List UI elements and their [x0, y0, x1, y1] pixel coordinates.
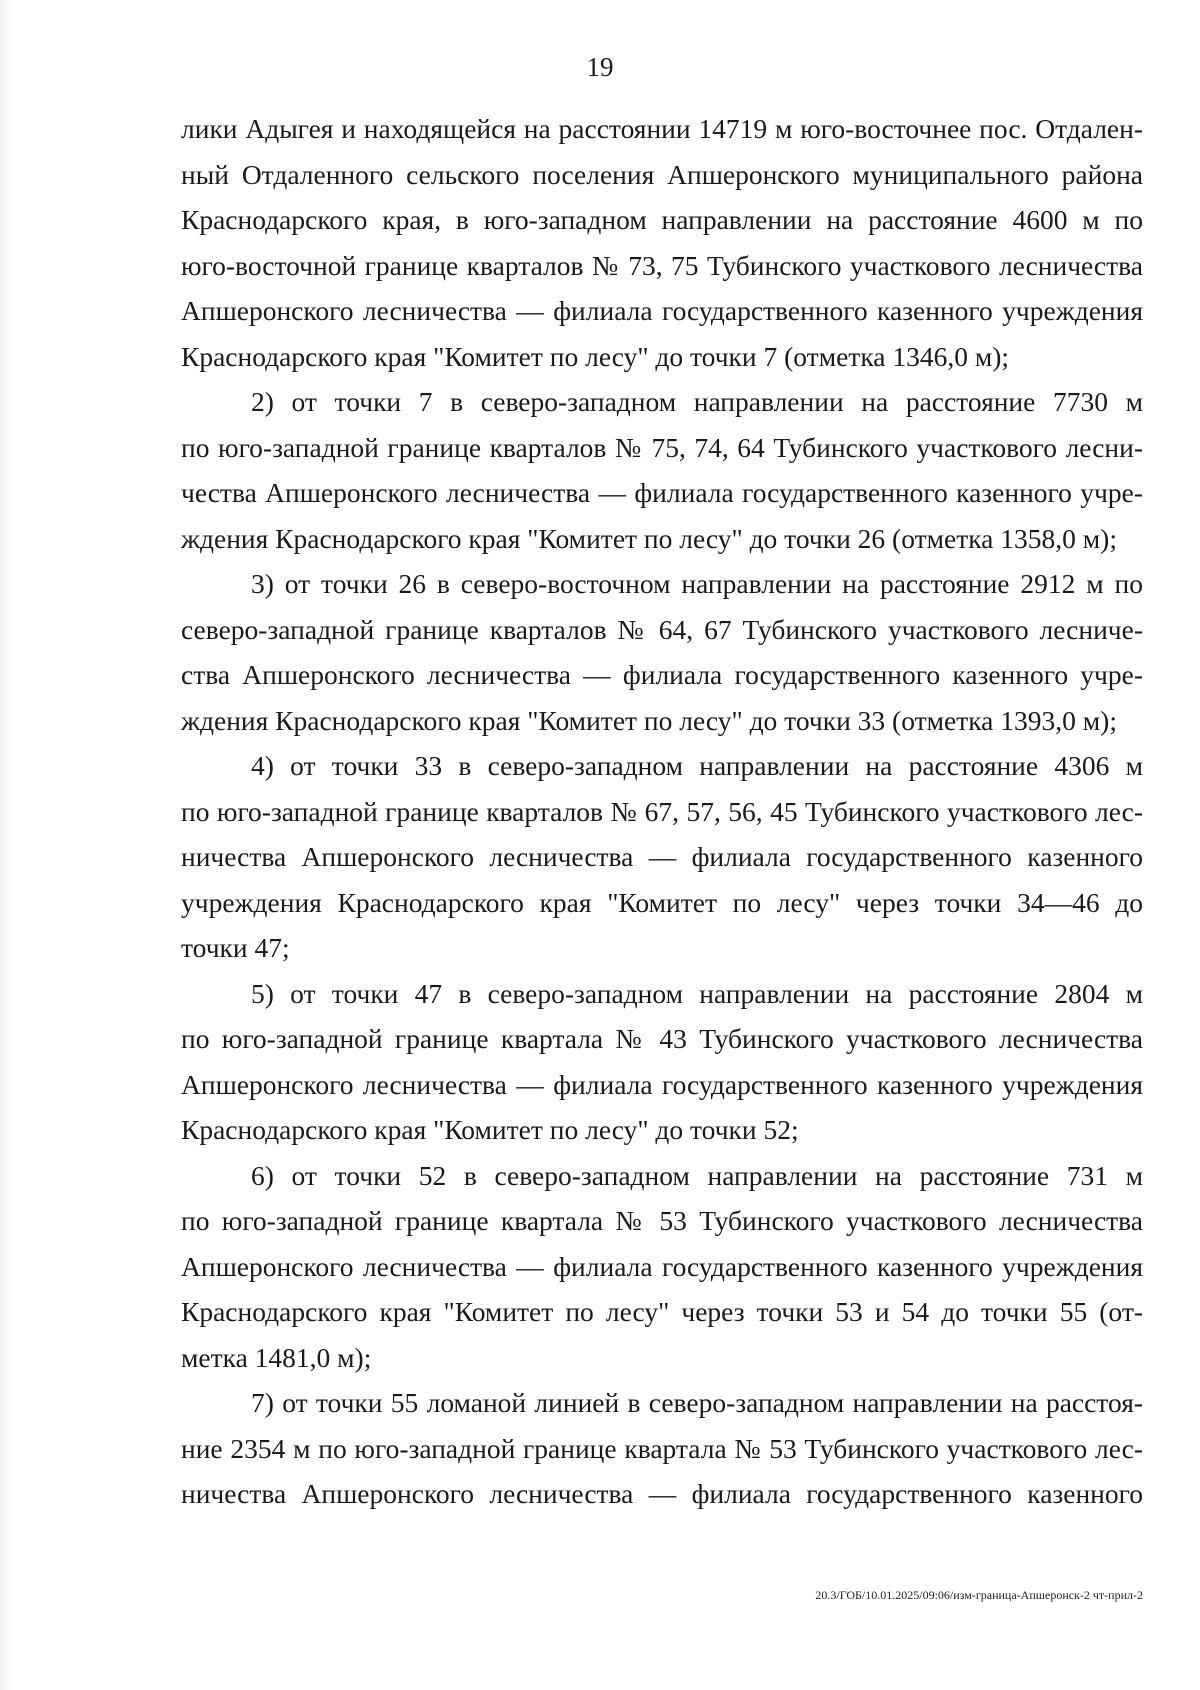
text-line: ничества Апшеронского лесничества — филиала государственного казенного: [181, 1478, 1143, 1509]
paragraph-item-4: [181, 743, 1143, 971]
text-line: Апшеронского лесничества — филиала государственного казенного учреждения: [181, 1250, 1143, 1282]
text-line: учреждения Краснодарского края "Комитет по лесу" через точки 34—46 до: [181, 886, 1143, 918]
page-number: 19: [586, 52, 614, 82]
text-line: Апшеронского лесничества — филиала государственного казенного учреждения: [181, 295, 1143, 326]
text-line: Апшеронского лесничества — филиала государственного казенного учреждения: [181, 1068, 1143, 1100]
text-line: ние 2354 м по юго-западной границе квартала № 53 Тубинского участкового лес-: [181, 1432, 1143, 1464]
paragraph-item-2: [181, 379, 1143, 561]
text-line: 3) от точки 26 в северо-восточном направлении на расстояние 2912 м по: [251, 568, 1143, 599]
text-line: по юго-западной границе квартала № 43 Тубинского участкового лесничества: [181, 1023, 1143, 1054]
scan-edge-shadow: [0, 0, 40, 1690]
text-line: Краснодарского края, в юго-западном направлении на расстояние 4600 м по: [181, 204, 1143, 235]
text-line: Краснодарского края "Комитет по лесу" до точки 7 (отметка 1346,0 м);: [181, 340, 1010, 372]
text-line: ный Отдаленного сельского поселения Апшеронского муниципального района: [181, 158, 1143, 190]
paragraph-item-3: [181, 561, 1143, 743]
text-line: точки 47;: [181, 932, 290, 963]
paragraph-item-7: [181, 1380, 1143, 1517]
text-line: метка 1481,0 м);: [181, 1341, 372, 1373]
text-line: лики Адыгея и находящейся на расстоянии 14719 м юго-восточнее пос. Отдален-: [181, 113, 1143, 144]
text-line: северо-западной границе кварталов № 64, 67 Тубинского участкового лесниче-: [181, 613, 1143, 645]
text-line: ства Апшеронского лесничества — филиала государственного казенного учре-: [181, 659, 1143, 690]
text-line: Краснодарского края "Комитет по лесу" до точки 52;: [181, 1114, 799, 1145]
paragraph-continuation: [181, 106, 1143, 379]
text-line: чества Апшеронского лесничества — филиала государственного казенного учре-: [181, 477, 1143, 508]
text-line: Краснодарского края "Комитет по лесу" через точки 53 и 54 до точки 55 (от-: [181, 1296, 1143, 1327]
text-line: по юго-западной границе кварталов № 67, 57, 56, 45 Тубинского участкового лес-: [181, 795, 1143, 827]
document-footer-code: 20.3/ГОБ/10.01.2025/09:06/изм-граница-Апшеронск-2 чт-прил-2: [815, 1588, 1143, 1602]
text-line: 2) от точки 7 в северо-западном направлении на расстояние 7730 м: [251, 386, 1143, 417]
text-line: ждения Краснодарского края "Комитет по лесу" до точки 26 (отметка 1358,0 м);: [181, 522, 1117, 554]
text-line: по юго-западной границе квартала № 53 Тубинского участкового лесничества: [181, 1205, 1143, 1236]
paragraph-item-5: [181, 971, 1143, 1153]
text-line: 4) от точки 33 в северо-западном направлении на расстояние 4306 м: [251, 750, 1143, 781]
paragraph-item-6: [181, 1153, 1143, 1381]
text-line: по юго-западной границе кварталов № 75, 74, 64 Тубинского участкового лесни-: [181, 431, 1143, 463]
document-body: [181, 106, 1143, 1517]
text-line: 5) от точки 47 в северо-западном направлении на расстояние 2804 м: [251, 977, 1143, 1009]
text-line: юго-восточной границе кварталов № 73, 75 Тубинского участкового лесничества: [181, 249, 1143, 281]
text-line: ждения Краснодарского края "Комитет по лесу" до точки 33 (отметка 1393,0 м);: [181, 704, 1117, 736]
text-line: 7) от точки 55 ломаной линией в северо-западном направлении на расстоя-: [251, 1387, 1143, 1418]
text-line: 6) от точки 52 в северо-западном направлении на расстояние 731 м: [251, 1159, 1143, 1191]
text-line: ничества Апшеронского лесничества — филиала государственного казенного: [181, 841, 1143, 872]
